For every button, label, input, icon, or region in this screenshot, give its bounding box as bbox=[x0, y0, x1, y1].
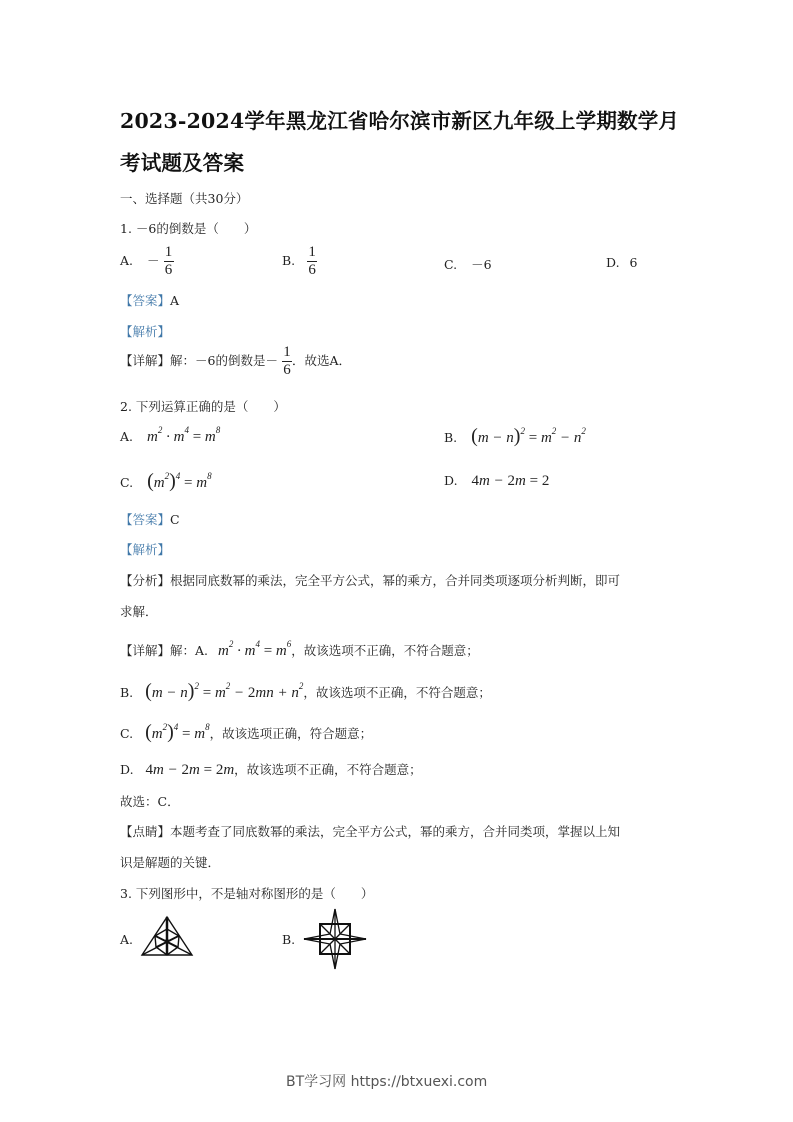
option-label: A. bbox=[120, 429, 134, 444]
q1-option-a bbox=[120, 244, 174, 279]
q2-detail-b bbox=[120, 680, 491, 703]
fenxi-tag: 【分析】 bbox=[120, 573, 171, 588]
detail-text: 解：－6的倒数是－ bbox=[170, 353, 278, 368]
q2-dianjing-line2: 识是解题的关键． bbox=[120, 855, 221, 870]
denominator: 6 bbox=[308, 262, 316, 278]
numerator: 1 bbox=[164, 244, 173, 260]
q3-option-b-label: B. bbox=[282, 932, 296, 947]
q1-detail bbox=[120, 344, 351, 379]
fraction bbox=[282, 344, 292, 379]
q2-dianjing-line1 bbox=[120, 822, 620, 840]
star-figure-icon bbox=[302, 908, 368, 970]
q2-option-a bbox=[120, 425, 221, 446]
option-label: D. bbox=[606, 255, 620, 270]
dianjing-text: 本题考查了同底数幂的乘法，完全平方公式，幂的乘方，合并同类项，掌握以上知 bbox=[170, 824, 621, 839]
denominator: 6 bbox=[164, 262, 173, 278]
q1-answer bbox=[120, 291, 179, 309]
math-expression: 4m − 2m = 2 bbox=[471, 473, 550, 489]
q1-option-b bbox=[282, 244, 317, 279]
math-expression: $m^2 \cdot m^4 = m^6$ bbox=[218, 639, 292, 659]
math-expression: $(m^2)^4 = m^8$ bbox=[147, 470, 212, 492]
option-label: B. bbox=[444, 430, 458, 445]
option-label: C. bbox=[120, 726, 134, 741]
document-title-line2: 考试题及答案 bbox=[120, 151, 245, 175]
option-label: A. bbox=[120, 253, 134, 268]
q1-analysis-tag: 【解析】 bbox=[120, 324, 171, 339]
q2-option-d bbox=[444, 473, 549, 490]
detail-text-end: ，故该选项不正确，不符合题意； bbox=[303, 685, 491, 700]
denominator: 6 bbox=[283, 362, 291, 378]
footer-watermark: BT学习网 https://btxuexi.com bbox=[286, 1074, 488, 1090]
q1-option-c bbox=[444, 255, 492, 273]
q2-option-b bbox=[444, 425, 586, 448]
question-2-stem: 2. 下列运算正确的是（ ） bbox=[120, 399, 286, 414]
detail-text-end: ．故选A． bbox=[291, 353, 351, 368]
detail-text-end: ，故该选项正确，符合题意； bbox=[209, 726, 373, 741]
q2-conclusion: 故选：C． bbox=[120, 794, 180, 809]
document-title-line1: 2023-2024学年黑龙江省哈尔滨市新区九年级上学期数学月 bbox=[120, 109, 680, 133]
detail-text: 解：A. bbox=[170, 643, 209, 658]
q2-analysis-tag: 【解析】 bbox=[120, 542, 171, 557]
q2-detail-a bbox=[120, 641, 479, 660]
detail-text-end: ，故该选项不正确，不符合题意； bbox=[291, 643, 479, 658]
fraction bbox=[164, 244, 174, 279]
math-expression: $(m^2)^4 = m^8$ bbox=[145, 721, 210, 743]
math-expression: $m^2 \cdot m^4 = m^8$ bbox=[147, 425, 221, 445]
option-label: C. bbox=[444, 257, 458, 272]
math-expression: $(m - n)^2 = m^2 - 2mn + n^2$ bbox=[145, 680, 304, 702]
q2-fenxi-line2: 求解． bbox=[120, 604, 158, 619]
option-label: D. bbox=[444, 473, 458, 488]
answer-tag: 【答案】 bbox=[120, 512, 171, 527]
q2-fenxi-line1 bbox=[120, 571, 620, 589]
option-sign: － bbox=[147, 253, 160, 268]
q2-detail-c bbox=[120, 721, 372, 744]
q1-option-d bbox=[606, 255, 638, 270]
option-label: C. bbox=[120, 475, 134, 490]
fraction bbox=[307, 244, 317, 279]
q2-answer bbox=[120, 510, 180, 528]
answer-value: A bbox=[170, 293, 180, 308]
option-label: D. bbox=[120, 762, 134, 777]
section-heading: 一、选择题（共30分） bbox=[120, 191, 249, 206]
q3-option-a-label: A. bbox=[120, 932, 134, 947]
option-text: －6 bbox=[471, 257, 492, 272]
question-1-stem: 1. －6的倒数是（ ） bbox=[120, 221, 257, 236]
math-expression: $(m - n)^2 = m^2 - n^2$ bbox=[471, 425, 586, 447]
fenxi-text: 根据同底数幂的乘法，完全平方公式，幂的乘方，合并同类项逐项分析判断，即可 bbox=[170, 573, 621, 588]
detail-tag: 【详解】 bbox=[120, 353, 171, 368]
option-label: B. bbox=[282, 253, 296, 268]
question-3-stem: 3. 下列图形中，不是轴对称图形的是（ ） bbox=[120, 886, 374, 901]
dianjing-tag: 【点睛】 bbox=[120, 824, 171, 839]
q2-detail-d bbox=[120, 760, 422, 779]
option-label: B. bbox=[120, 685, 134, 700]
answer-value: C bbox=[170, 512, 180, 527]
numerator: 1 bbox=[308, 244, 316, 260]
triangle-figure-icon bbox=[140, 915, 194, 957]
option-text: 6 bbox=[629, 255, 638, 270]
math-expression: 4m − 2m = 2m bbox=[145, 762, 235, 778]
detail-tag: 【详解】 bbox=[120, 643, 171, 658]
q2-option-c bbox=[120, 470, 212, 493]
detail-text-end: ，故该选项不正确，不符合题意； bbox=[234, 762, 422, 777]
answer-tag: 【答案】 bbox=[120, 293, 171, 308]
numerator: 1 bbox=[283, 344, 291, 360]
